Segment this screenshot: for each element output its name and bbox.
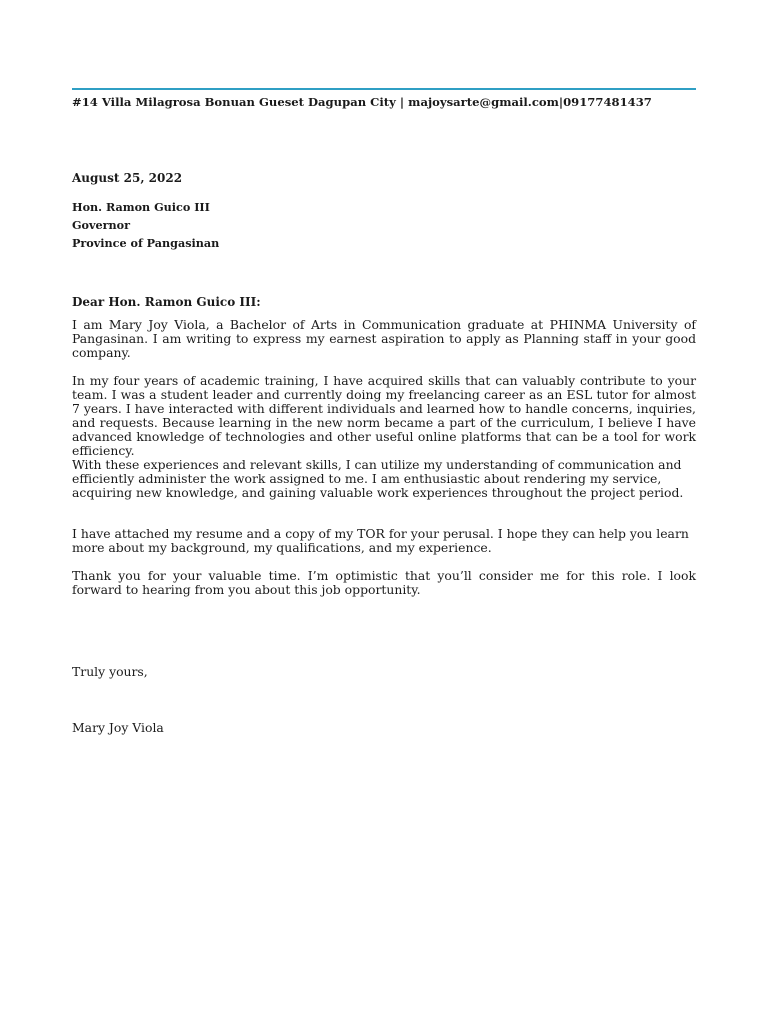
recipient-organization: Province of Pangasinan (72, 236, 220, 250)
recipient-title: Governor (72, 218, 131, 232)
body-paragraph-4: I have attached my resume and a copy of my TOR for your perusal. I hope they can help you learn more about my background, my qualifications, and my experience. (72, 526, 689, 555)
letter-date: August 25, 2022 (72, 171, 183, 185)
salutation: Dear Hon. Ramon Guico III: (72, 295, 261, 309)
recipient-name: Hon. Ramon Guico III (72, 200, 210, 214)
contact-line: #14 Villa Milagrosa Bonuan Gueset Dagupan City | majoysarte@gmail.com|09177481437 (72, 95, 652, 109)
body-paragraph-2: In my four years of academic training, I have acquired skills that can valuably contribute to your team. I was a student leader and currently doing my freelancing career as an ESL tutor for almost 7 years. I have interacted with different individuals and learned how to handle concerns, inquiries, and requests. Because learning in the new norm became a part of the curriculum, I believe I have advanced knowledge of technologies and other useful online platforms that can be a tool for work efficiency. (72, 373, 696, 458)
recipient-block (72, 198, 219, 252)
body-paragraph-5: Thank you for your valuable time. I’m optimistic that you’ll consider me for this role. I look forward to hearing from you about this job opportunity. (72, 568, 696, 597)
body-paragraph-3: With these experiences and relevant skills, I can utilize my understanding of communication and efficiently administer the work assigned to me. I am enthusiastic about rendering my service, acquiring new knowledge, and gaining valuable work experiences throughout the project period. (72, 457, 684, 500)
signature-name: Mary Joy Viola (72, 720, 164, 735)
body-paragraph-1: I am Mary Joy Viola, a Bachelor of Arts in Communication graduate at PHINMA University of Pangasinan. I am writing to express my earnest aspiration to apply as Planning staff in your good company. (72, 317, 696, 360)
header-divider (72, 88, 696, 90)
closing-line: Truly yours, (72, 664, 148, 679)
